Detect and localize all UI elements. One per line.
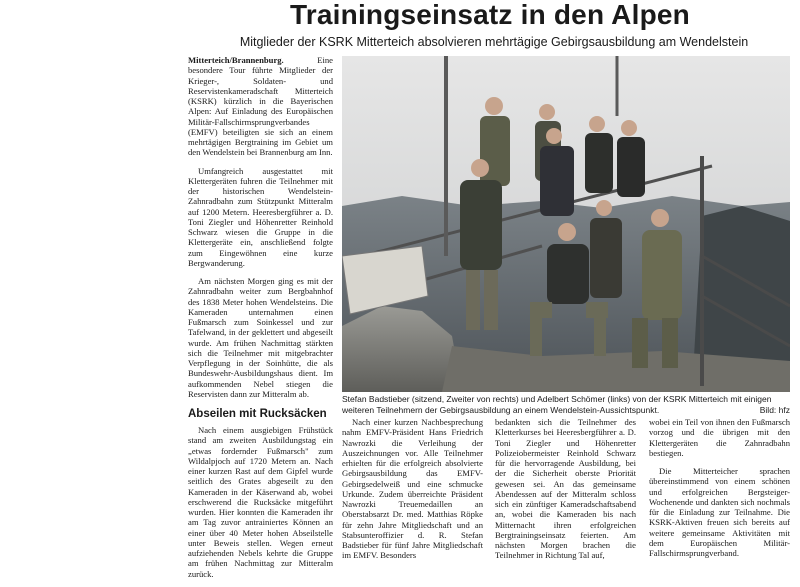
article-column-2 — [342, 417, 483, 569]
paragraph-6: bedankten sich die Teilnehmer des Kletterkurses bei Heeresbergführer a. D. Toni Ziegler und Höhenretter Polizeiobermeister Reinhold Schwarz für die hervorragende Ausbildung, bei der die Sicherheit oberste Priorität gewesen sei. An das gemeinsame Abendessen auf der Mitteralm schloss sich ein zünftiger Kameradschaftsabend an, wobei die Kameraden bis nach Mitternacht ihren erfolgreichen Bergtrainingseinsatz feierten. Am nächsten Morgen brachen die Teilnehmer in Richtung Tal auf, — [495, 417, 636, 561]
headline: Trainingseinsatz in den Alpen — [290, 0, 690, 30]
article-photo — [342, 56, 790, 392]
paragraph-2: Umfangreich ausgestattet mit Klettergeräten fuhren die Teilnehmer mit der historischen Wendelstein-Zahnradbahn zum Stützpunkt Mitteralm auf 1200 Metern. Heeresbergführer a. D. Toni Ziegler und Höhenretter Reinhold Schwarz wiesen die Gruppe in die Klettergeräte ein, anschließend folgte zum Eingewöhnen eine kurze Bergwanderung. — [188, 165, 333, 268]
paragraph-8: Die Mitterteicher sprachen übereinstimmend von einem schönen und erfolgreichen Bergsteiger-Wochenende und dankten sich nochmals für die Einladung zur Teilnahme. Die KSRK-Aktiven freuen sich bereits auf weitere gemeinsame Aktivitäten mit dem Europäischen Militär-Fallschirmsprungverband. — [649, 466, 790, 558]
article-column-3 — [495, 417, 636, 569]
paragraph-5: Nach einer kurzen Nachbesprechung nahm EMFV-Präsident Hans Friedrich Nawrozki die Verleihung der Auszeichnungen vor. Alle Teilnehmer erhielten für die erfolgreich absolvierte Gebirgsausbildung das EMFV-Gebirgsedelweiß und eine schmucke Urkunde. Zudem überreichte Präsident Nawrozki Treuemedaillen an Oberstabsarzt Dr. med. Matthias Röpke für zehn Jahre Mitgliedschaft und an Stabsunteroffizier d. R. Stefan Badstieber für fünf Jahre Mitgliedschaft im EMFV. Besonders — [342, 417, 483, 561]
article-column-4 — [649, 417, 790, 566]
section-heading: Abseilen mit Rucksäcken — [188, 408, 327, 420]
subheadline: Mitglieder der KSRK Mitterteich absolvieren mehrtägige Gebirgsausbildung am Wendelstein — [239, 35, 749, 49]
photo-caption — [342, 394, 790, 415]
dateline: Mitterteich/Brannenburg. — [188, 55, 284, 65]
photo-credit: Bild: hfz — [759, 404, 790, 415]
caption-text: Stefan Badstieber (sitzend, Zweiter von rechts) und Adelbert Schömer (links) von der KSRK Mitterteich mit einigen weiteren Teilnehmern der Gebirgsausbildung an einem Wendelstein-Aussichtspunkt. — [342, 394, 772, 415]
paragraph-4: Nach einem ausgiebigen Frühstück stand am zweiten Ausbildungstag ein „etwas fordernder Fußmarsch" zum Wildalpjoch auf 1720 Metern an. Nach einer kurzen Rast auf dem Gipfel wurde seitlich des Grates abgeseilt zu den Kameraden in der Käserwand ab, wobei erschwerend die Rucksäcke mitgeführt wurden. Hier konnten die Kameraden ihr am Tag zuvor antrainiertes Können an einer über 40 Meter hohen Abseilstelle unter Beweis stellen. Wegen erneut aufziehenden Nebels kehrte die Gruppe am frühen Nachmittag zur Mitteralm zurück. — [188, 425, 333, 579]
paragraph-7: wobei ein Teil von ihnen den Fußmarsch vorzog und die übrigen mit den Klettergeräten die Zahnradbahn bestiegen. — [649, 417, 790, 458]
paragraph-1: Mitterteich/Brannenburg. Eine besondere Tour führte Mitglieder der Krieger-, Soldaten- und Reservistenkameradschaft Mitterteich (KSRK) kürzlich in die Bayerischen Alpen: Auf Einladung des Europäischen Militär-Fallschirmsprungverbandes (EMFV) beteiligten sie sich an einem mehrtägigen Bergtraining im Gebiet um den Wendelstein bei Brannenburg am Inn. — [188, 55, 333, 158]
article-column-left — [188, 55, 333, 587]
paragraph-3: Am nächsten Morgen ging es mit der Zahnradbahn weiter zum Bergbahnhof des 1838 Meter hohen Wendelsteins. Die Kameraden unternahmen einen Fußmarsch zum Soinkessel und zur Tafelwand, in der geklettert und abgeseilt wurde. Am frühen Nachmittag stärkten sich die Teilnehmer mit mitgebrachter Verpflegung in der Soinhütte, die als Bundeswehr-Ausbildungshaus dient. Im aufkommenden Nebel stiegen die Reservisten dann zur Mitteralm ab. — [188, 276, 333, 399]
